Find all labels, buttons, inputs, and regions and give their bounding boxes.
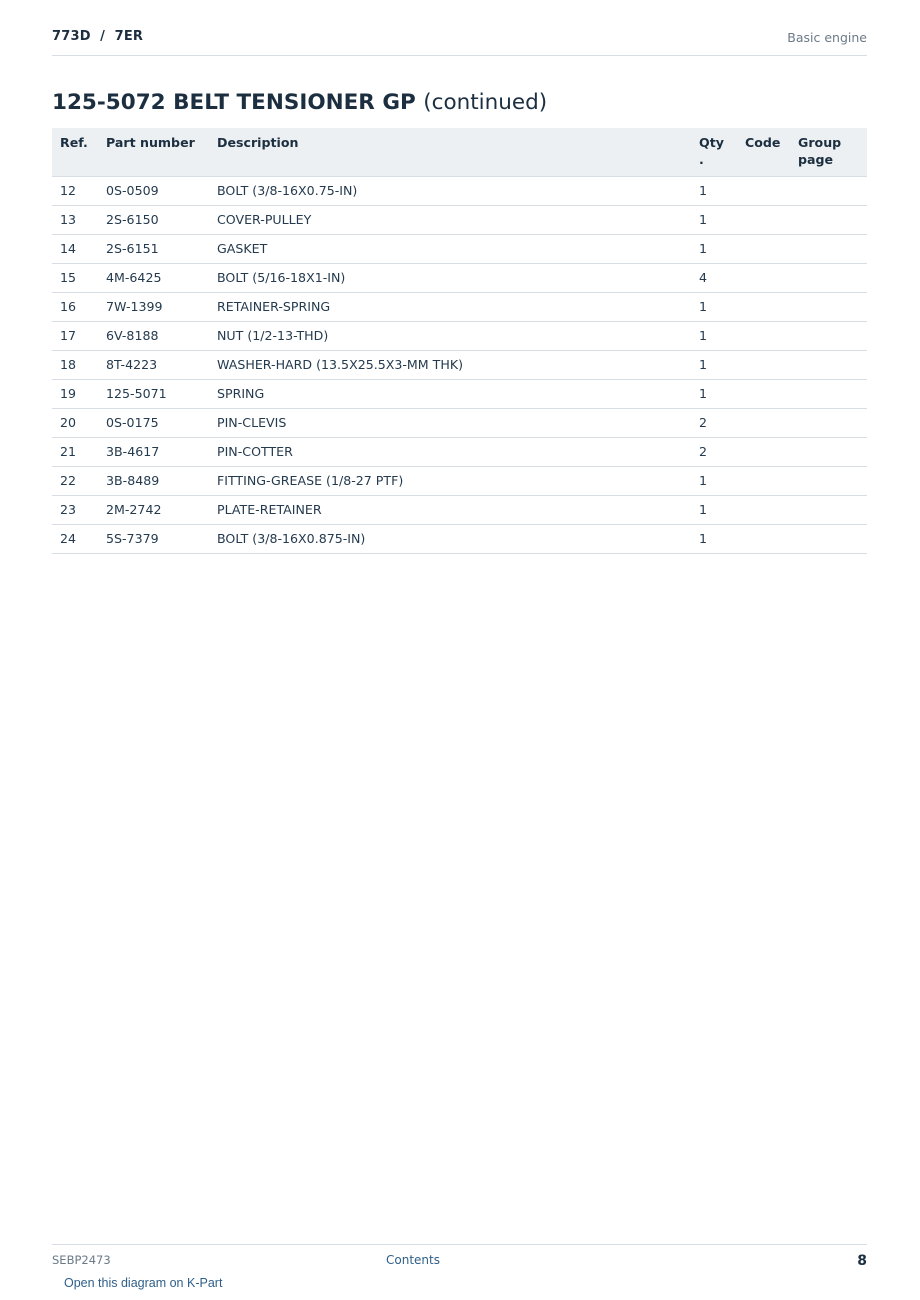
cell-description: BOLT (3/8-16X0.75-IN) [209,177,691,206]
cell-description: SPRING [209,380,691,409]
col-header-ref: Ref. [52,128,98,177]
cell-group-page [790,409,867,438]
cell-qty: 1 [691,322,737,351]
cell-ref: 12 [52,177,98,206]
table-row [52,235,867,264]
cell-code [737,177,790,206]
cell-ref: 13 [52,206,98,235]
cell-ref: 22 [52,467,98,496]
cell-code [737,206,790,235]
cell-code [737,293,790,322]
table-row [52,380,867,409]
cell-description: BOLT (5/16-18X1-IN) [209,264,691,293]
cell-group-page [790,322,867,351]
cell-code [737,496,790,525]
cell-ref: 15 [52,264,98,293]
cell-ref: 24 [52,525,98,554]
table-row [52,322,867,351]
parts-table-header [52,128,867,177]
cell-qty: 1 [691,467,737,496]
cell-part-number: 4M-6425 [98,264,209,293]
cell-ref: 14 [52,235,98,264]
continued-label: (continued) [423,90,548,115]
cell-ref: 16 [52,293,98,322]
cell-qty: 1 [691,525,737,554]
cell-code [737,467,790,496]
cell-qty: 2 [691,438,737,467]
cell-part-number: 0S-0175 [98,409,209,438]
col-header-description: Description [209,128,691,177]
page-footer [52,1244,867,1275]
cell-qty: 1 [691,206,737,235]
page-header [52,28,867,56]
cell-group-page [790,467,867,496]
cell-qty: 1 [691,380,737,409]
cell-qty: 1 [691,293,737,322]
table-row [52,177,867,206]
cell-code [737,438,790,467]
group-title: 125-5072 BELT TENSIONER GP [52,90,416,115]
cell-part-number: 0S-0509 [98,177,209,206]
cell-part-number: 3B-8489 [98,467,209,496]
cell-description: RETAINER-SPRING [209,293,691,322]
cell-group-page [790,525,867,554]
table-row [52,293,867,322]
table-row [52,525,867,554]
section-label: Basic engine [787,30,867,45]
cell-code [737,525,790,554]
cell-group-page [790,293,867,322]
col-header-part-number: Part number [98,128,209,177]
cell-part-number: 6V-8188 [98,322,209,351]
table-row [52,409,867,438]
col-header-group-page: Group page [790,128,867,177]
cell-group-page [790,380,867,409]
cell-code [737,409,790,438]
cell-part-number: 5S-7379 [98,525,209,554]
cell-code [737,235,790,264]
table-row [52,496,867,525]
cell-description: PLATE-RETAINER [209,496,691,525]
cell-code [737,322,790,351]
cell-code [737,264,790,293]
cell-part-number: 2S-6151 [98,235,209,264]
page-number: 8 [857,1253,867,1269]
table-row [52,467,867,496]
cell-qty: 2 [691,409,737,438]
open-kpart-link[interactable]: Open this diagram on K-Part [64,1276,223,1290]
cell-ref: 18 [52,351,98,380]
cell-group-page [790,177,867,206]
cell-ref: 20 [52,409,98,438]
cell-group-page [790,206,867,235]
cell-code [737,351,790,380]
table-row [52,206,867,235]
cell-ref: 23 [52,496,98,525]
cell-group-page [790,438,867,467]
table-row [52,264,867,293]
cell-description: COVER-PULLEY [209,206,691,235]
cell-qty: 1 [691,496,737,525]
cell-part-number: 7W-1399 [98,293,209,322]
table-row [52,351,867,380]
cell-qty: 1 [691,235,737,264]
cell-part-number: 2M-2742 [98,496,209,525]
cell-description: FITTING-GREASE (1/8-27 PTF) [209,467,691,496]
contents-link[interactable]: Contents [386,1253,440,1267]
cell-qty: 4 [691,264,737,293]
cell-description: NUT (1/2-13-THD) [209,322,691,351]
cell-ref: 21 [52,438,98,467]
cell-group-page [790,496,867,525]
cell-group-page [790,264,867,293]
cell-description: BOLT (3/8-16X0.875-IN) [209,525,691,554]
cell-group-page [790,235,867,264]
cell-description: GASKET [209,235,691,264]
parts-table [52,128,867,554]
col-header-code: Code [737,128,790,177]
cell-qty: 1 [691,177,737,206]
cell-ref: 17 [52,322,98,351]
cell-ref: 19 [52,380,98,409]
table-row [52,438,867,467]
cell-code [737,380,790,409]
cell-part-number: 2S-6150 [98,206,209,235]
parts-table-body [52,177,867,554]
cell-description: WASHER-HARD (13.5X25.5X3-MM THK) [209,351,691,380]
cell-part-number: 3B-4617 [98,438,209,467]
page-title [52,90,547,115]
cell-group-page [790,351,867,380]
document-number: SEBP2473 [52,1253,111,1267]
model-label: 773D / 7ER [52,29,144,44]
cell-qty: 1 [691,351,737,380]
cell-description: PIN-COTTER [209,438,691,467]
col-header-qty: Qty . [691,128,737,177]
cell-part-number: 8T-4223 [98,351,209,380]
cell-description: PIN-CLEVIS [209,409,691,438]
cell-part-number: 125-5071 [98,380,209,409]
